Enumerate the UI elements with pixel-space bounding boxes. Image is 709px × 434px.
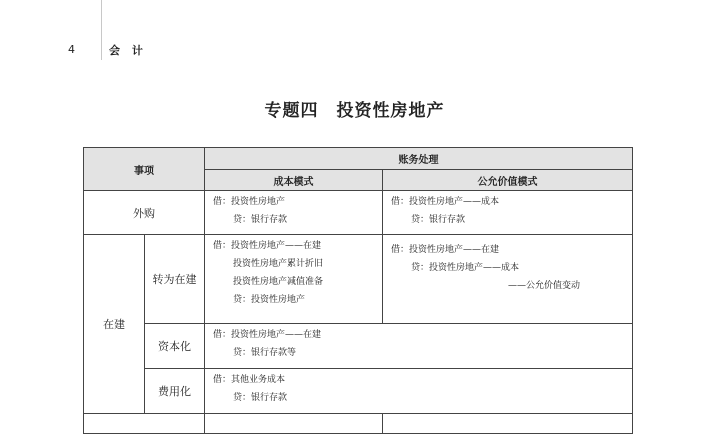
entry-line: 贷：投资性房地产 <box>233 295 306 305</box>
section-title: 专题四 投资性房地产 <box>264 101 445 121</box>
convert-cost-entry <box>205 235 383 324</box>
row-convert-label: 转为在建 <box>145 235 205 324</box>
entry-line: 投资性房地产减值准备 <box>233 277 324 287</box>
row-purchase-label: 外购 <box>84 191 205 235</box>
capitalize-entry <box>205 324 633 369</box>
entry-line: 借：投资性房地产——在建 <box>213 330 322 340</box>
entry-line: 贷：银行存款 <box>233 215 288 225</box>
entry-line: 投资性房地产累计折旧 <box>233 259 324 269</box>
header-cost-model: 成本模式 <box>205 170 383 191</box>
convert-fair-entry <box>383 235 633 324</box>
row-capitalize-label: 资本化 <box>145 324 205 369</box>
header-event: 事项 <box>84 148 205 191</box>
margin-line <box>101 0 102 60</box>
entry-line: 贷：投资性房地产——成本 <box>411 263 520 273</box>
entry-line: 借：投资性房地产 <box>213 197 286 207</box>
cutoff-cell <box>205 414 383 434</box>
accounting-table <box>83 147 633 434</box>
page-number: 4 <box>68 43 75 56</box>
entry-line: 借：投资性房地产——在建 <box>213 241 322 251</box>
header-fair-value-model: 公允价值模式 <box>383 170 633 191</box>
cutoff-cell <box>383 414 633 434</box>
entry-line: ——公允价值变动 <box>508 281 581 291</box>
expense-entry <box>205 369 633 414</box>
purchase-cost-entry <box>205 191 383 235</box>
row-construction-label: 在建 <box>84 235 145 414</box>
cutoff-cell <box>84 414 205 434</box>
book-title: 会 计 <box>109 44 147 57</box>
entry-line: 借：其他业务成本 <box>213 375 286 385</box>
entry-line: 贷：银行存款 <box>233 393 288 403</box>
entry-line: 借：投资性房地产——在建 <box>391 245 500 255</box>
entry-line: 借：投资性房地产——成本 <box>391 197 500 207</box>
header-account: 账务处理 <box>205 148 633 170</box>
entry-line: 贷：银行存款 <box>411 215 466 225</box>
entry-line: 贷：银行存款等 <box>233 348 297 358</box>
row-expense-label: 费用化 <box>145 369 205 414</box>
purchase-fair-entry <box>383 191 633 235</box>
